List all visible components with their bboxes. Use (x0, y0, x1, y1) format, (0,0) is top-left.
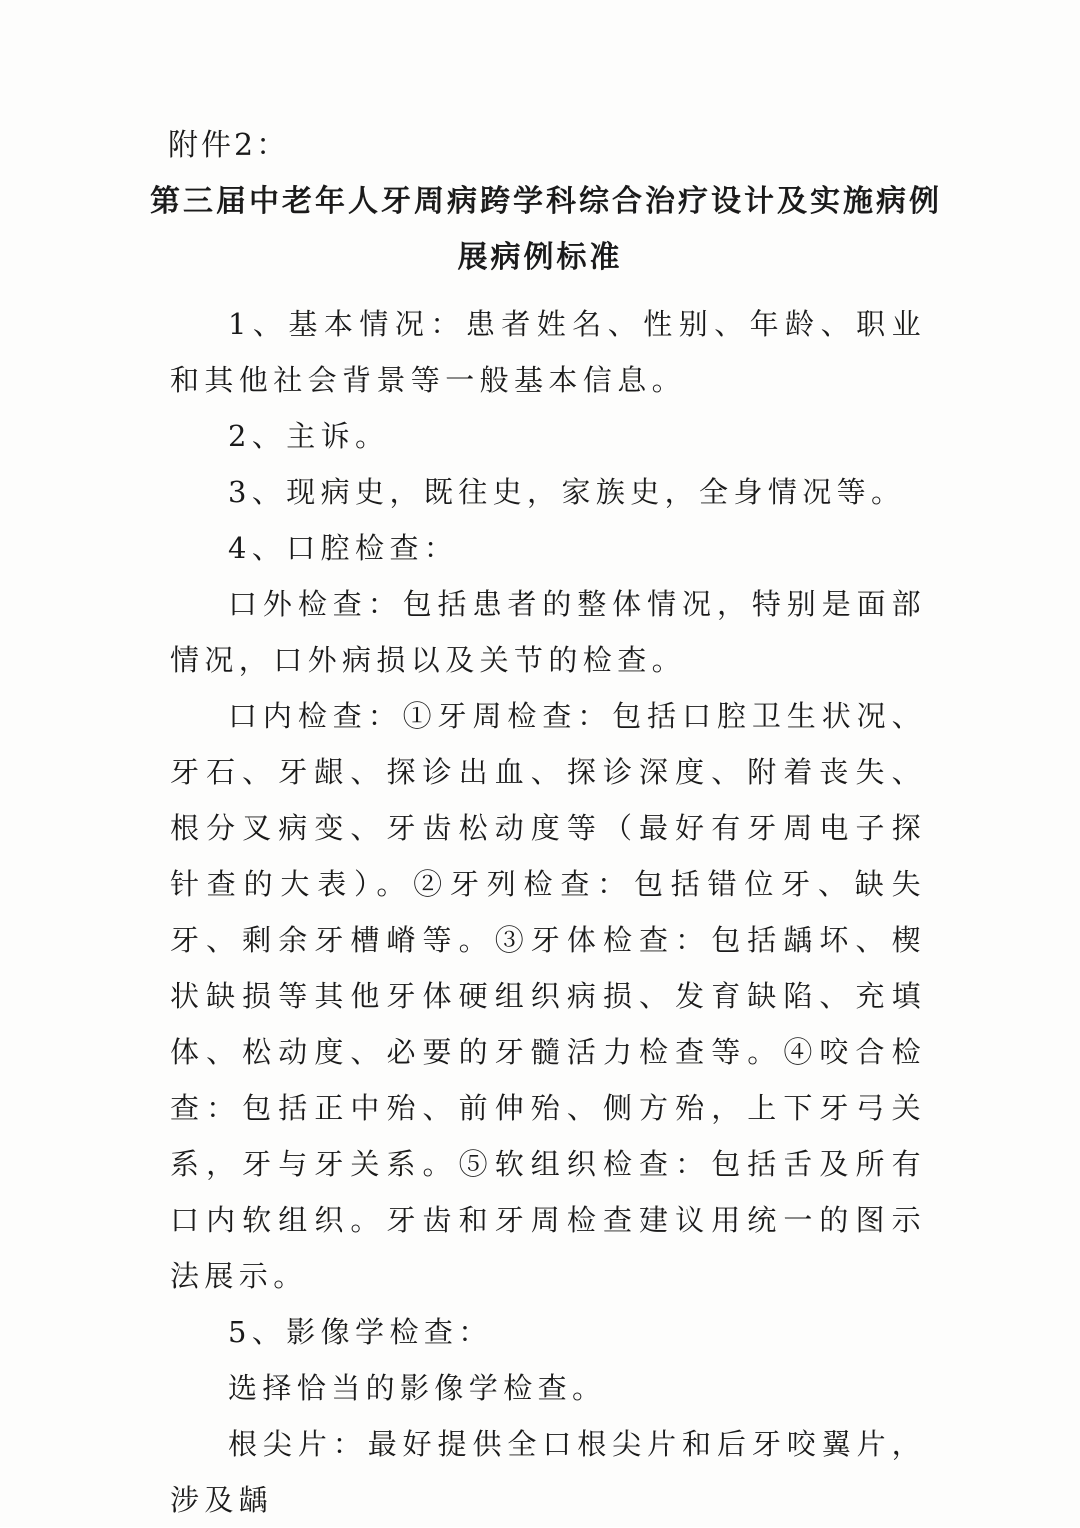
section-periapical: 根尖片：最好提供全口根尖片和后牙咬翼片，涉及龋 (170, 1427, 926, 1517)
document-title-line-1: 第三届中老年人牙周病跨学科综合治疗设计及实施病例 (150, 184, 942, 219)
section-chief-complaint: 2、主诉。 (228, 419, 390, 453)
attachment-label: 附件2： (168, 128, 290, 163)
document-title-line-2: 展病例标准 (457, 240, 623, 275)
section-oral-exam-heading: 4、口腔检查： (228, 531, 459, 565)
section-basic-info: 1、基本情况：患者姓名、性别、年龄、职业和其他社会背景等一般基本信息。 (170, 307, 926, 397)
section-extraoral-exam: 口外检查：包括患者的整体情况，特别是面部情况，口外病损以及关节的检查。 (170, 587, 926, 677)
document-body (170, 296, 926, 1528)
section-imaging-select: 选择恰当的影像学检查。 (228, 1371, 607, 1405)
section-intraoral-exam: 口内检查：①牙周检查：包括口腔卫生状况、牙石、牙龈、探诊出血、探诊深度、附着丧失、根分叉病变、牙齿松动度等（最好有牙周电子探针查的大表）。②牙列检查：包括错位牙、缺失牙、剩余牙槽嵴等。③牙体检查：包括龋坏、楔状缺损等其他牙体硬组织病损、发育缺陷、充填体、松动度、必要的牙髓活力检查等。④咬合检查：包括正中殆、前伸殆、侧方殆，上下牙弓关系，牙与牙关系。⑤软组织检查：包括舌及所有口内软组织。牙齿和牙周检查建议用统一的图示法展示。 (170, 699, 926, 1293)
section-history: 3、现病史，既往史，家族史，全身情况等。 (228, 475, 906, 509)
section-imaging-heading: 5、影像学检查： (228, 1315, 493, 1349)
